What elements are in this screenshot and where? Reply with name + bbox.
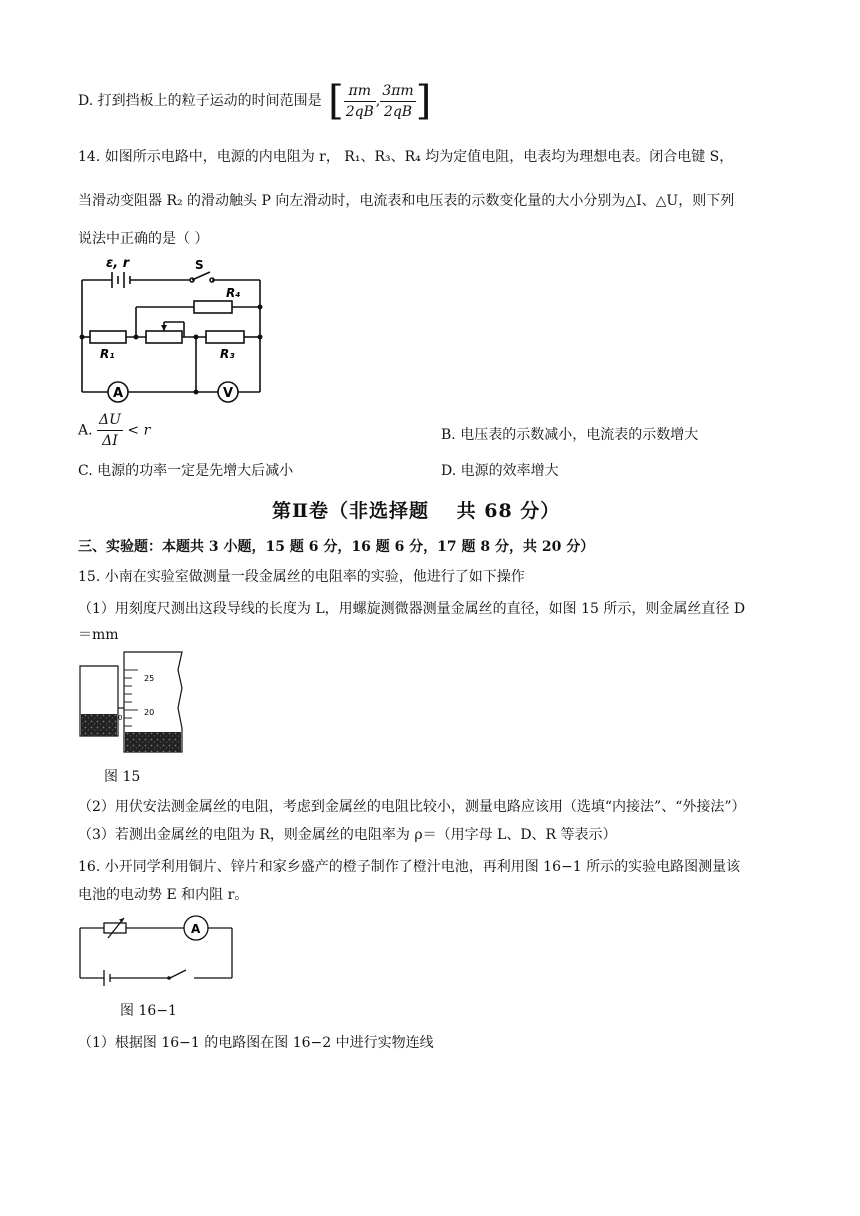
fig16-ammeter-label: A xyxy=(191,922,201,936)
q13-fraction-2: $\frac{3\pi m}{2qB}$ xyxy=(382,82,414,120)
micrometer-figure xyxy=(78,648,188,758)
q15-part-3: （3）若测出金属丝的电阻为 R，则金属丝的电阻率为 ρ＝（用字母 L、D、R 等表示） xyxy=(78,827,617,843)
q14-option-a: A. $\frac{\Delta U}{\Delta I}$ < r xyxy=(78,412,151,449)
section-2-title: 第Ⅱ卷（非选择题 共 68 分） xyxy=(272,500,561,522)
q14-option-b: B. 电压表的示数减小，电流表的示数增大 xyxy=(441,427,699,443)
q13-option-d xyxy=(78,78,431,124)
q14-circuit-diagram xyxy=(72,252,272,410)
q14-line-1: 14. 如图所示电路中，电源的内电阻为 r， R₁、R₃、R₄ 均为定值电阻，电表均为理想电表。闭合电键 S， xyxy=(78,149,734,165)
voltmeter-label: V xyxy=(223,386,234,401)
micrometer-tick-20: 20 xyxy=(144,708,155,717)
r3-label: R₃ xyxy=(220,347,235,361)
q16-line-1: 16. 小开同学利用铜片、锌片和家乡盛产的橙子制作了橙汁电池，再利用图 16−1 所示的实验电路图测量该 xyxy=(78,859,741,875)
switch-label: S xyxy=(195,258,204,272)
left-bracket: [ xyxy=(328,78,344,124)
micrometer-tick-25: 25 xyxy=(144,674,155,683)
figure-15-caption: 图 15 xyxy=(104,769,141,785)
right-bracket: ] xyxy=(415,78,432,124)
q15-part-1-line-1: （1）用刻度尺测出这段导线的长度为 L，用螺旋测微器测量金属丝的直径，如图 15 所示，则金属丝直径 D xyxy=(78,601,746,617)
option-a-fraction: $\frac{\Delta U}{\Delta I}$ xyxy=(99,412,121,449)
q16-line-2: 电池的电动势 E 和内阻 r。 xyxy=(78,887,249,903)
micrometer-tick-0: 0 xyxy=(118,714,123,722)
q16-part-1: （1）根据图 16−1 的电路图在图 16−2 中进行实物连线 xyxy=(78,1035,434,1051)
figure-16-1-circuit xyxy=(76,912,238,992)
q13-option-d-text: D. 打到挡板上的粒子运动的时间范围是 xyxy=(78,93,322,109)
part-3-heading: 三、实验题：本题共 3 小题，15 题 6 分，16 题 6 分，17 题 8 分，共 20 分） xyxy=(78,539,595,555)
q15-part-1-line-2: ＝mm xyxy=(78,627,119,643)
q14-option-c: C. 电源的功率一定是先增大后减小 xyxy=(78,463,294,479)
emf-label: ε, r xyxy=(106,256,130,271)
ammeter-label: A xyxy=(113,386,124,401)
q13-separator: , xyxy=(375,93,381,109)
q14-line-2: 当滑动变阻器 R₂ 的滑动触头 P 向左滑动时，电流表和电压表的示数变化量的大小分别为△I、△U，则下列 xyxy=(78,193,735,209)
q13-fraction-1: $\frac{\pi m}{2qB}$ xyxy=(345,82,374,120)
figure-16-1-caption: 图 16−1 xyxy=(120,1003,177,1019)
r1-label: R₁ xyxy=(100,347,115,361)
q14-option-d: D. 电源的效率增大 xyxy=(441,463,559,479)
q15-part-2: （2）用伏安法测金属丝的电阻，考虑到金属丝的电阻比较小，测量电路应该用（选填“内接法”、“外接法”） xyxy=(78,799,746,815)
q14-line-3: 说法中正确的是（ ） xyxy=(78,231,209,247)
r4-label: R₄ xyxy=(226,286,241,300)
q15-stem: 15. 小南在实验室做测量一段金属丝的电阻率的实验，他进行了如下操作 xyxy=(78,569,525,585)
